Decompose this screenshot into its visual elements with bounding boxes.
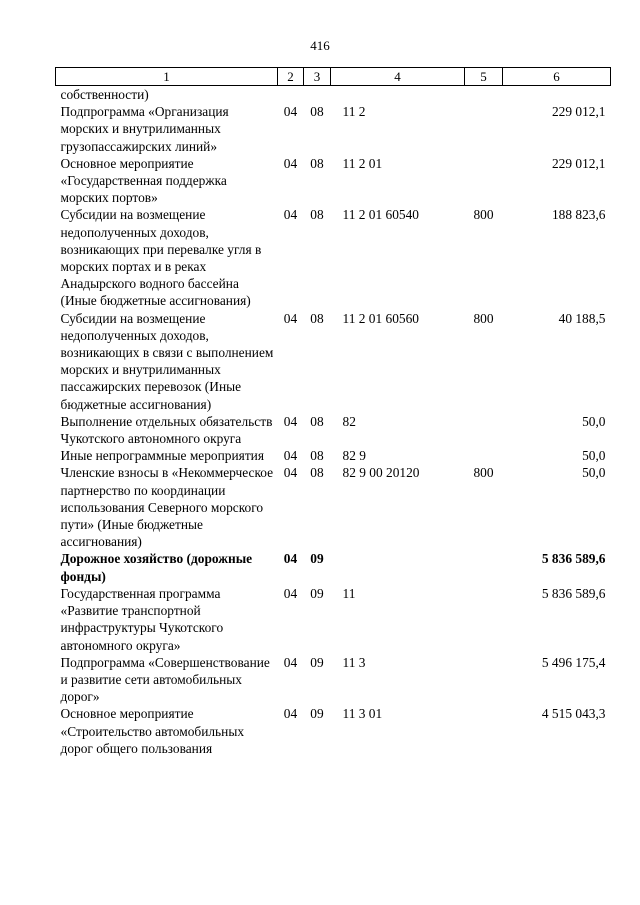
row-expense-type: [465, 155, 503, 207]
row-section: 04: [283, 551, 298, 567]
row-subsection: 08: [310, 465, 324, 481]
table-row: [56, 413, 611, 447]
row-section: [278, 86, 304, 104]
row-subsection: 08: [310, 310, 324, 326]
row-expense-type: [465, 447, 503, 464]
budget-table: [55, 67, 611, 757]
row-amount: 188 823,6: [551, 207, 606, 223]
row-target-article: 11 2 01 60560: [342, 310, 419, 326]
column-header-2: 2: [278, 68, 304, 86]
row-subsection: 09: [310, 654, 324, 670]
row-expense-type: [465, 705, 503, 757]
row-target-article: [331, 86, 465, 104]
row-section: 04: [283, 207, 298, 223]
table-header: [56, 68, 611, 86]
table-row: [56, 155, 611, 207]
row-name: Субсидии на возмещение недополученных доходов, возникающих при перевалке угля в морских портах и в реках Анадырского водного бассейна (Иные бюджетные ассигнования): [60, 207, 262, 309]
row-subsection: 08: [310, 448, 324, 464]
column-header-3: 3: [304, 68, 331, 86]
row-name: Иные непрограммные мероприятия: [60, 448, 264, 464]
row-expense-type: 800: [473, 465, 494, 481]
row-name: Основное мероприятие «Строительство автомобильных дорог общего пользования: [60, 706, 245, 756]
table-row: [56, 206, 611, 309]
row-target-article: 11 3 01: [342, 706, 383, 722]
row-subsection: 08: [310, 207, 324, 223]
row-name: Субсидии на возмещение недополученных доходов, возникающих в связи с выполнением морских и внутрилиманных пассажирских перевозок (Иные бюджетные ассигнования): [60, 310, 274, 412]
row-section: 04: [283, 413, 298, 429]
row-section: 04: [283, 585, 298, 601]
row-target-article: 11 2 01: [342, 155, 383, 171]
row-section: 04: [283, 310, 298, 326]
row-subsection: 08: [310, 155, 324, 171]
table-row: [56, 464, 611, 550]
row-target-article: 82 9 00 20120: [342, 465, 420, 481]
row-amount: 4 515 043,3: [541, 706, 606, 722]
row-amount: 50,0: [582, 413, 606, 429]
row-name: Дорожное хозяйство (дорожные фонды): [60, 551, 253, 584]
table-row: [56, 654, 611, 706]
row-section: 04: [283, 104, 298, 120]
column-header-1: 1: [56, 68, 278, 86]
row-subsection: 08: [310, 413, 324, 429]
table-row: [56, 550, 611, 584]
row-subsection: [304, 86, 331, 104]
row-name: Государственная программа «Развитие транспортной инфраструктуры Чукотского автономного округа»: [60, 585, 224, 653]
row-amount: 50,0: [582, 448, 606, 464]
row-name: Подпрограмма «Организация морских и внутрилиманных грузопассажирских линий»: [60, 104, 229, 154]
row-target-article: 11: [342, 585, 356, 601]
row-expense-type: [465, 654, 503, 706]
row-amount: 40 188,5: [558, 310, 606, 326]
row-expense-type: [465, 413, 503, 447]
header-row: [56, 68, 611, 86]
row-name: собственности): [60, 87, 149, 102]
row-amount: 229 012,1: [551, 104, 606, 120]
table-body: [56, 86, 611, 757]
table-row: [56, 705, 611, 757]
row-expense-type: [465, 86, 503, 104]
row-amount: [503, 86, 611, 104]
row-target-article: 11 2 01 60540: [342, 207, 419, 223]
row-section: 04: [283, 155, 298, 171]
row-amount: 229 012,1: [551, 155, 606, 171]
row-subsection: 08: [310, 104, 324, 120]
row-amount: 5 496 175,4: [541, 654, 606, 670]
row-section: 04: [283, 706, 298, 722]
page-number: 416: [310, 38, 330, 53]
row-expense-type: [465, 585, 503, 654]
row-target-article: 82: [342, 413, 356, 429]
row-name: Выполнение отдельных обязательств Чукотского автономного округа: [60, 413, 273, 447]
table-row: [56, 86, 611, 104]
row-section: 04: [283, 654, 298, 670]
column-header-4: 4: [331, 68, 465, 86]
row-target-article: 11 2: [342, 104, 366, 120]
row-name: Основное мероприятие «Государственная поддержка морских портов»: [60, 155, 227, 206]
column-header-6: 6: [503, 68, 611, 86]
row-amount: 5 836 589,6: [541, 585, 606, 601]
row-target-article: 11 3: [342, 654, 366, 670]
row-subsection: 09: [310, 706, 324, 722]
table-row: [56, 585, 611, 654]
row-section: 04: [283, 465, 298, 481]
row-expense-type: 800: [473, 207, 494, 223]
row-amount: 5 836 589,6: [541, 551, 606, 567]
row-subsection: 09: [310, 551, 324, 567]
row-subsection: 09: [310, 585, 324, 601]
table-row: [56, 103, 611, 155]
row-section: 04: [283, 448, 298, 464]
row-expense-type: [465, 103, 503, 155]
table-row: [56, 310, 611, 413]
column-header-5: 5: [465, 68, 503, 86]
table-row: [56, 447, 611, 464]
row-name: Подпрограмма «Совершенствование и развитие сети автомобильных дорог»: [60, 654, 270, 705]
row-target-article: [331, 550, 465, 584]
row-amount: 50,0: [582, 465, 606, 481]
row-expense-type: 800: [473, 310, 494, 326]
row-expense-type: [465, 550, 503, 584]
row-target-article: 82 9: [342, 448, 366, 464]
row-name: Членские взносы в «Некоммерческое партнерство по координации использования Северного морского пути» (Иные бюджетные ассигнования): [60, 465, 274, 550]
